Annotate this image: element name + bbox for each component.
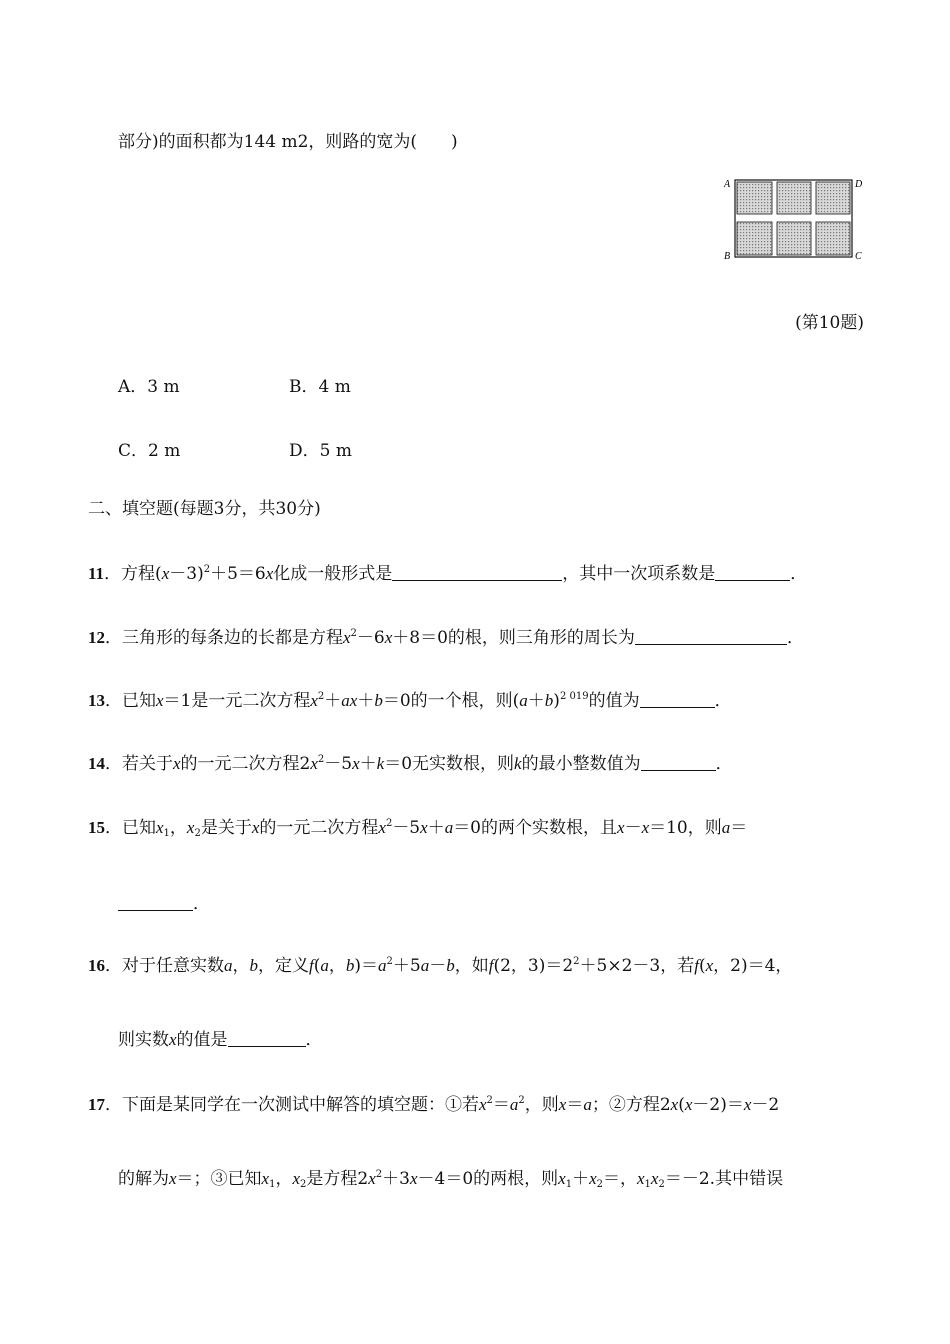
plot-block [777,222,811,255]
road-diagram-svg [722,175,867,267]
question-13: 13．已知x＝1是一元二次方程$x^2+ax+b=0$的一个根，则$(a+b)^{2 019}$的值为 ． [88,691,732,711]
plot-block [816,182,850,214]
option-d: D．5 m [289,441,352,461]
question-16: 16．对于任意实数a，b，定义f(a，$b)=a^2+5a-b$，如f(2，$3)=2^2+5\times 2-3$，若f(x，2)＝4， [88,956,793,976]
corner-label-c: C [855,251,862,262]
answer-blank [392,564,562,581]
option-b: B．4 m [289,377,351,397]
plot-block [816,222,850,255]
answer-blank [715,564,790,581]
question-17-line-2: 的解为x＝；③已知$x_1$，$x_2$是方程$2x^2+3x-4=0$的两根，则$x_1+x_2=$，$x_1x_2=-2$.其中错误 [118,1169,784,1190]
question-15-line-2: ． [118,893,210,915]
corner-label-a: A [724,179,731,190]
question-11: 11．方程$(x-3)^2+5=6x$化成一般形式是 ，其中一次项系数是 ． [88,564,808,584]
plot-block [737,182,772,214]
question-10-continuation: 部分)的面积都为144 m2，则路的宽为( ) [118,132,458,152]
plot-block [737,222,772,255]
answer-blank [635,628,787,645]
option-a: A．3 m [118,377,180,397]
corner-label-d: D [855,179,863,190]
plot-block [777,182,811,214]
corner-label-b: B [724,251,731,262]
answer-blank [228,1030,306,1047]
section-heading: 二、填空题(每题3分，共30分) [88,499,321,519]
road-diagram-figure [722,175,867,267]
question-14: 14．若关于x的一元二次方程$2x^2-5x+k=0$无实数根，则k的最小整数值为 ． [88,754,733,774]
answer-blank [640,691,715,708]
figure-caption: (第10题) [795,313,864,333]
question-16-line-2: 则实数x的值是 ． [118,1030,323,1050]
question-12: 12．三角形的每条边的长都是方程$x^2-6x+8=0$的根，则三角形的周长为 ． [88,628,804,648]
answer-blank [641,754,716,771]
option-c: C．2 m [118,441,181,461]
answer-blank [118,894,193,911]
question-17: 17．下面是某同学在一次测试中解答的填空题：①若$x^2=a^2$，则x＝a；②方程2x(x－2)＝x－2 [88,1095,780,1115]
question-15: 15．已知$x_1$，$x_2$是关于x的一元二次方程$x^2-5x+a=0$的两个实数根，且x－x＝10，则a＝ [88,818,748,839]
